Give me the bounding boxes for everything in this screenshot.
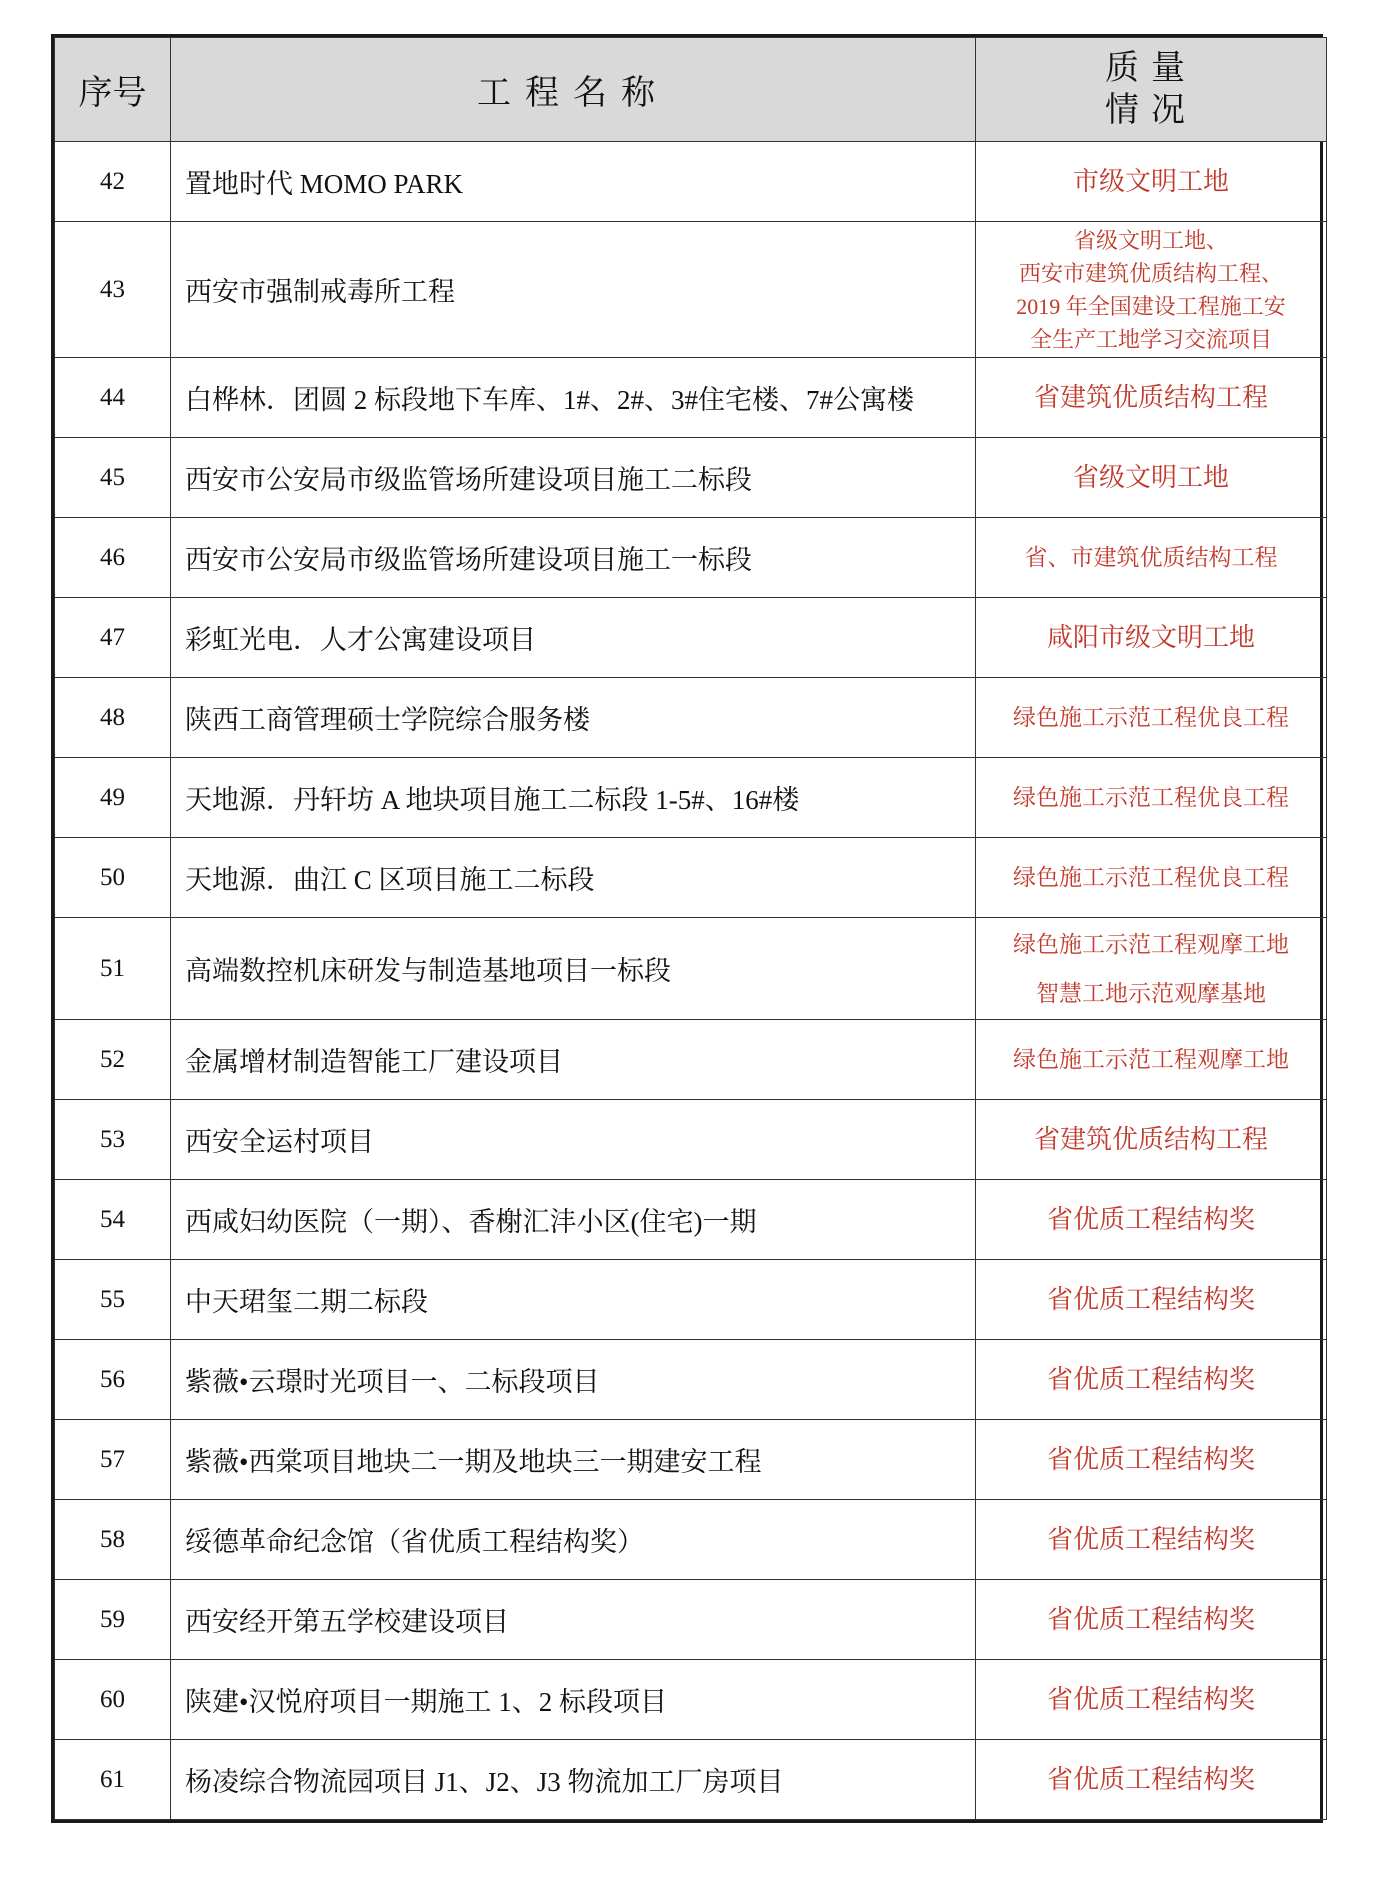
quality-line: 智慧工地示范观摩基地 — [1036, 980, 1266, 1006]
row-quality — [976, 142, 1327, 222]
table-row — [55, 358, 1327, 438]
header-quality — [976, 38, 1327, 142]
row-project-name: 绥德革命纪念馆（省优质工程结构奖） — [171, 1500, 976, 1580]
row-project-name: 高端数控机床研发与制造基地项目一标段 — [171, 918, 976, 1020]
row-serial-number: 44 — [55, 358, 171, 438]
table-row — [55, 1260, 1327, 1340]
row-serial-number: 61 — [55, 1740, 171, 1820]
row-quality — [976, 918, 1327, 1020]
row-project-name: 紫薇•云璟时光项目一、二标段项目 — [171, 1340, 976, 1420]
quality-line: 绿色施工示范工程观摩工地 — [1013, 931, 1289, 957]
header-serial-number: 序号 — [55, 38, 171, 142]
row-quality — [976, 222, 1327, 358]
table-row — [55, 1180, 1327, 1260]
table-row — [55, 918, 1327, 1020]
table-row — [55, 1580, 1327, 1660]
row-quality — [976, 758, 1327, 838]
row-quality — [976, 1740, 1327, 1820]
row-quality — [976, 1020, 1327, 1100]
row-project-name: 天地源．丹轩坊 A 地块项目施工二标段 1-5#、16#楼 — [171, 758, 976, 838]
row-project-name: 杨凌综合物流园项目 J1、J2、J3 物流加工厂房项目 — [171, 1740, 976, 1820]
row-quality — [976, 438, 1327, 518]
row-serial-number: 57 — [55, 1420, 171, 1500]
row-quality — [976, 598, 1327, 678]
header-row — [55, 38, 1327, 142]
row-quality — [976, 1500, 1327, 1580]
quality-line: 省优质工程结构奖 — [1046, 1764, 1255, 1794]
row-serial-number: 51 — [55, 918, 171, 1020]
table-row — [55, 1340, 1327, 1420]
row-project-name: 西安全运村项目 — [171, 1100, 976, 1180]
table-row — [55, 1100, 1327, 1180]
row-project-name: 西咸妇幼医院（一期）、香榭汇沣小区(住宅)一期 — [171, 1180, 976, 1260]
row-serial-number: 54 — [55, 1180, 171, 1260]
table-row — [55, 838, 1327, 918]
row-serial-number: 47 — [55, 598, 171, 678]
quality-line: 省、市建筑优质结构工程 — [1024, 544, 1278, 570]
row-serial-number: 48 — [55, 678, 171, 758]
quality-line: 省级文明工地、 — [1073, 227, 1228, 253]
header-quality-line2: 情况 — [1105, 91, 1197, 129]
header-quality-line1: 质量 — [1105, 49, 1197, 87]
quality-line: 省优质工程结构奖 — [1046, 1524, 1255, 1554]
row-quality — [976, 1100, 1327, 1180]
row-serial-number: 59 — [55, 1580, 171, 1660]
table-row — [55, 1020, 1327, 1100]
row-quality — [976, 1260, 1327, 1340]
quality-line: 省优质工程结构奖 — [1046, 1604, 1255, 1634]
quality-line: 2019 年全国建设工程施工安 — [1016, 293, 1286, 319]
row-project-name: 陕建•汉悦府项目一期施工 1、2 标段项目 — [171, 1660, 976, 1740]
row-serial-number: 53 — [55, 1100, 171, 1180]
row-project-name: 天地源．曲江 C 区项目施工二标段 — [171, 838, 976, 918]
row-project-name: 金属增材制造智能工厂建设项目 — [171, 1020, 976, 1100]
table-row — [55, 1740, 1327, 1820]
row-serial-number: 46 — [55, 518, 171, 598]
row-quality — [976, 1340, 1327, 1420]
row-serial-number: 60 — [55, 1660, 171, 1740]
row-project-name: 彩虹光电．人才公寓建设项目 — [171, 598, 976, 678]
quality-line: 省建筑优质结构工程 — [1033, 1124, 1268, 1154]
table-row — [55, 678, 1327, 758]
row-project-name: 紫薇•西棠项目地块二一期及地块三一期建安工程 — [171, 1420, 976, 1500]
table-row — [55, 438, 1327, 518]
row-serial-number: 49 — [55, 758, 171, 838]
row-serial-number: 52 — [55, 1020, 171, 1100]
quality-line: 省优质工程结构奖 — [1046, 1364, 1255, 1394]
table-row — [55, 518, 1327, 598]
quality-line: 市级文明工地 — [1072, 166, 1229, 196]
header-project-name: 工程名称 — [171, 38, 976, 142]
row-serial-number: 43 — [55, 222, 171, 358]
row-project-name: 西安市公安局市级监管场所建设项目施工一标段 — [171, 518, 976, 598]
row-project-name: 中天珺玺二期二标段 — [171, 1260, 976, 1340]
quality-line: 咸阳市级文明工地 — [1046, 622, 1255, 652]
table-row — [55, 598, 1327, 678]
table-row — [55, 1660, 1327, 1740]
table-row — [55, 1500, 1327, 1580]
quality-line: 省优质工程结构奖 — [1046, 1284, 1255, 1314]
quality-line: 绿色施工示范工程优良工程 — [1013, 784, 1289, 810]
quality-line: 西安市建筑优质结构工程、 — [1018, 260, 1283, 286]
row-quality — [976, 1660, 1327, 1740]
quality-line: 绿色施工示范工程优良工程 — [1013, 704, 1289, 730]
quality-line: 全生产工地学习交流项目 — [1029, 326, 1272, 352]
row-serial-number: 50 — [55, 838, 171, 918]
quality-line: 省优质工程结构奖 — [1046, 1684, 1255, 1714]
row-project-name: 西安经开第五学校建设项目 — [171, 1580, 976, 1660]
row-project-name: 白桦林．团圆 2 标段地下车库、1#、2#、3#住宅楼、7#公寓楼 — [171, 358, 976, 438]
table-row — [55, 142, 1327, 222]
quality-line: 省建筑优质结构工程 — [1033, 382, 1268, 412]
quality-line: 省级文明工地 — [1072, 462, 1229, 492]
row-project-name: 西安市强制戒毒所工程 — [171, 222, 976, 358]
row-quality — [976, 1420, 1327, 1500]
row-project-name: 西安市公安局市级监管场所建设项目施工二标段 — [171, 438, 976, 518]
row-project-name: 置地时代 MOMO PARK — [171, 142, 976, 222]
row-serial-number: 42 — [55, 142, 171, 222]
row-serial-number: 55 — [55, 1260, 171, 1340]
table-row — [55, 1420, 1327, 1500]
row-quality — [976, 518, 1327, 598]
quality-line: 绿色施工示范工程优良工程 — [1013, 864, 1289, 890]
row-quality — [976, 838, 1327, 918]
table-row — [55, 222, 1327, 358]
row-quality — [976, 1580, 1327, 1660]
row-quality — [976, 678, 1327, 758]
table-row — [55, 758, 1327, 838]
quality-line: 省优质工程结构奖 — [1046, 1444, 1255, 1474]
project-quality-table — [51, 34, 1323, 1823]
row-serial-number: 45 — [55, 438, 171, 518]
row-project-name: 陕西工商管理硕士学院综合服务楼 — [171, 678, 976, 758]
row-serial-number: 58 — [55, 1500, 171, 1580]
quality-line: 绿色施工示范工程观摩工地 — [1013, 1046, 1289, 1072]
row-serial-number: 56 — [55, 1340, 171, 1420]
row-quality — [976, 358, 1327, 438]
row-quality — [976, 1180, 1327, 1260]
quality-line: 省优质工程结构奖 — [1046, 1204, 1255, 1234]
